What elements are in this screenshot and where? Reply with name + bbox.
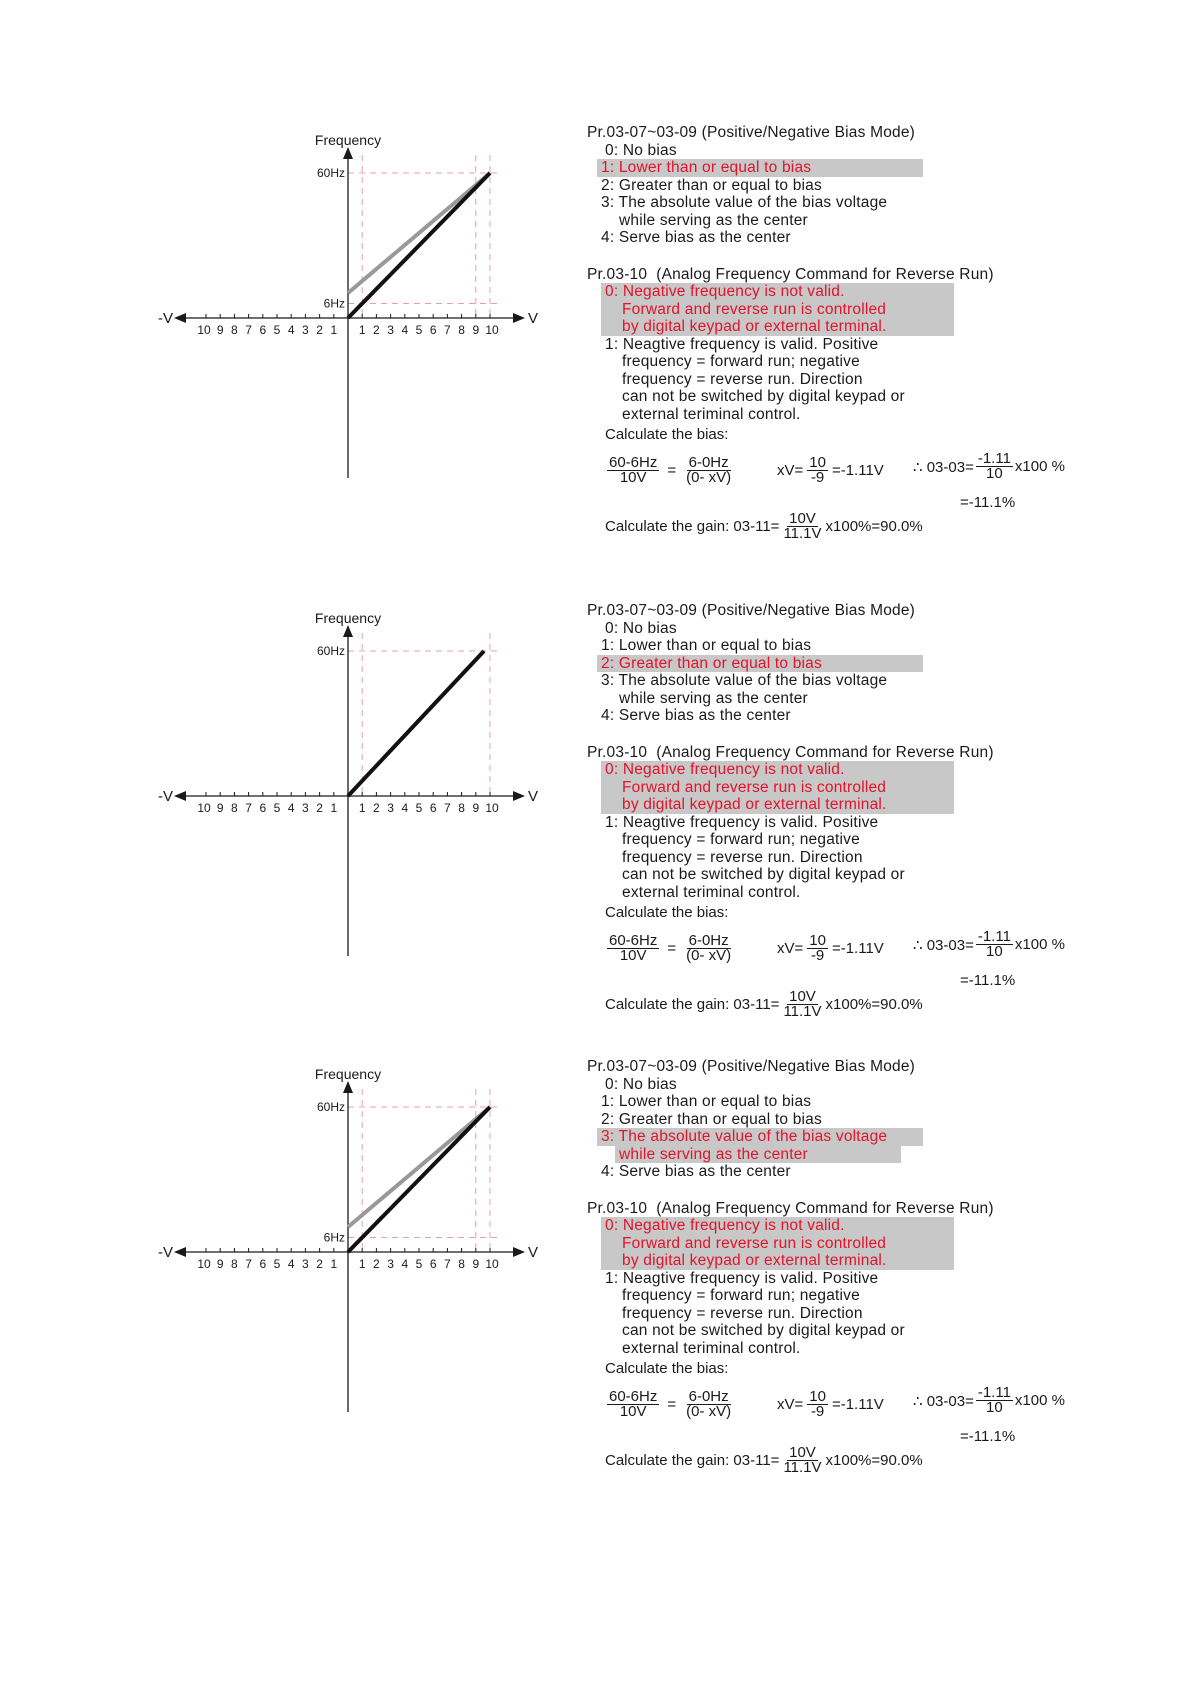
bias-mode-option — [587, 620, 1107, 638]
x-tick-label-neg: 5 — [273, 801, 281, 815]
bias-mode-option — [587, 212, 1107, 230]
bias-mode-option — [587, 655, 1107, 673]
bias-fraction-denominator: 10 — [986, 943, 1003, 960]
neg-axis-label: -V — [158, 788, 173, 805]
bias-mode-title-text: Pr.03-07~03-09 (Positive/Negative Bias Mode) — [587, 124, 916, 141]
reverse-option-0 — [587, 301, 1107, 319]
bias-result-text: =-11.1% — [960, 494, 1016, 511]
bias-param-equation — [913, 1386, 1065, 1415]
eq-right-fraction-numerator: 6-0Hz — [688, 454, 729, 471]
reverse-option-1-text: 1: Neagtive frequency is valid. Positive — [605, 813, 879, 831]
bias-mode-title — [587, 124, 1107, 142]
eq-left-fraction — [607, 934, 659, 963]
bias-equation — [607, 456, 733, 485]
x-tick-label-neg: 7 — [245, 801, 252, 815]
bias-fraction-denominator: 10 — [986, 1399, 1003, 1416]
x-arrow-right-icon — [513, 791, 525, 801]
reverse-option-0 — [587, 796, 1107, 814]
x-tick-label-pos: 1 — [358, 1257, 366, 1271]
x-tick-label-pos: 10 — [485, 1257, 499, 1271]
y-arrow-icon — [343, 1081, 353, 1093]
reverse-option-1 — [587, 1287, 1107, 1305]
xv-fraction-denominator: -9 — [810, 1403, 825, 1420]
reverse-option-0-text: 0: Negative frequency is not valid. — [601, 761, 954, 779]
reverse-option-1 — [587, 336, 1107, 354]
x-tick-label-pos: 8 — [458, 323, 465, 337]
reverse-option-0 — [587, 1252, 1107, 1270]
calc-bias-label — [605, 904, 728, 921]
bias-mode-option-text: 1: Lower than or equal to bias — [601, 637, 812, 654]
eq-right-fraction-denominator: (0- xV) — [686, 469, 732, 486]
x-tick-label-pos: 1 — [358, 323, 366, 337]
bias-mode-option-text: 4: Serve bias as the center — [601, 229, 791, 246]
equals-sign: = — [667, 940, 677, 957]
x-tick-label-neg: 3 — [302, 801, 309, 815]
x-tick-label-pos: 9 — [472, 801, 480, 815]
x-tick-label-neg: 4 — [287, 1257, 295, 1271]
x-tick-label-pos: 5 — [415, 323, 423, 337]
x-tick-label-neg: 8 — [231, 801, 238, 815]
reverse-option-1 — [587, 1340, 1107, 1358]
bias-suffix: x100 % — [1014, 936, 1065, 953]
y-tick-60hz: 60Hz — [316, 166, 345, 180]
bias-calculation — [605, 1360, 1125, 1480]
bias-mode-option — [587, 1163, 1107, 1181]
reverse-option-1-text: 1: Neagtive frequency is valid. Positive — [605, 335, 879, 353]
x-tick-label-neg: 1 — [330, 1257, 338, 1271]
reverse-option-1-text: frequency = forward run; negative — [622, 831, 860, 848]
gain-fraction-denominator: 11.1V — [783, 1459, 822, 1476]
x-tick-label-pos: 7 — [444, 801, 451, 815]
gain-curve-dark — [348, 1107, 490, 1252]
xv-equation — [777, 934, 884, 963]
gain-label: Calculate the gain: 03-11= — [605, 996, 780, 1013]
bias-suffix: x100 % — [1014, 458, 1065, 475]
xv-fraction — [807, 456, 828, 485]
x-arrow-right-icon — [513, 313, 525, 323]
xv-prefix: xV= — [777, 1396, 804, 1413]
reverse-option-1 — [587, 1305, 1107, 1323]
x-tick-label-neg: 9 — [216, 1257, 224, 1271]
reverse-option-1-text: frequency = reverse run. Direction — [622, 1304, 863, 1322]
x-tick-label-pos: 5 — [415, 1257, 423, 1271]
calc-bias-label — [605, 1360, 728, 1377]
reverse-option-1-text: external teriminal control. — [622, 883, 801, 901]
reverse-option-1-text: frequency = forward run; negative — [622, 1287, 860, 1304]
x-tick-label-neg: 3 — [302, 1257, 309, 1271]
xv-prefix: xV= — [777, 462, 804, 479]
bias-calculation — [605, 904, 1125, 1024]
bias-mode-option — [587, 229, 1107, 247]
xv-fraction-numerator: 10 — [809, 1388, 826, 1405]
gain-fraction-denominator: 11.1V — [783, 525, 822, 542]
bias-mode-option-text: while serving as the center — [615, 1146, 901, 1164]
xv-equation — [777, 456, 884, 485]
reverse-option-1 — [587, 866, 1107, 884]
eq-right-fraction — [684, 456, 733, 485]
reverse-run-title — [587, 1200, 1107, 1218]
x-tick-label-neg: 2 — [316, 801, 323, 815]
reverse-option-0-text: 0: Negative frequency is not valid. — [601, 1217, 954, 1235]
x-tick-label-neg: 7 — [245, 323, 252, 337]
bias-mode-title-text: Pr.03-07~03-09 (Positive/Negative Bias Mode) — [587, 1058, 916, 1075]
bias-mode-option-text: 0: No bias — [605, 619, 677, 637]
gain-fraction — [781, 512, 823, 541]
x-tick-label-neg: 6 — [259, 1257, 267, 1271]
bias-fraction-numerator: -1.11 — [977, 928, 1011, 945]
x-tick-label-neg: 8 — [231, 323, 238, 337]
bias-mode-option — [587, 1076, 1107, 1094]
eq-left-fraction — [607, 1390, 659, 1419]
y-tick-60hz: 60Hz — [316, 1100, 345, 1114]
calc-bias-label-text: Calculate the bias: — [605, 904, 729, 921]
eq-left-fraction-numerator: 60-6Hz — [609, 1388, 658, 1405]
y-axis-label: Frequency — [314, 132, 382, 148]
y-tick-6hz: 6Hz — [323, 296, 345, 311]
bias-mode-option-text: 3: The absolute value of the bias voltage — [597, 1128, 923, 1146]
reverse-option-1-text: frequency = forward run; negative — [622, 353, 860, 370]
parameter-description — [587, 124, 1107, 423]
bias-mode-option-text: while serving as the center — [619, 689, 808, 707]
xv-fraction — [807, 1390, 828, 1419]
bias-mode-option — [587, 690, 1107, 708]
bias-mode-option — [587, 177, 1107, 195]
reverse-option-1 — [587, 831, 1107, 849]
calc-bias-label-text: Calculate the bias: — [605, 1360, 729, 1377]
x-tick-label-pos: 2 — [373, 801, 380, 815]
y-tick-60hz: 60Hz — [316, 644, 345, 658]
eq-right-fraction-numerator: 6-0Hz — [688, 932, 729, 949]
x-tick-label-pos: 3 — [387, 1257, 394, 1271]
gain-curve-dark — [348, 173, 490, 318]
xv-result: =-1.11V — [831, 940, 884, 957]
eq-right-fraction-denominator: (0- xV) — [686, 947, 732, 964]
reverse-option-1-text: 1: Neagtive frequency is valid. Positive — [605, 1269, 879, 1287]
xv-fraction-denominator: -9 — [810, 947, 825, 964]
reverse-run-title — [587, 266, 1107, 284]
x-tick-label-neg: 10 — [197, 323, 211, 337]
reverse-option-0-text: Forward and reverse run is controlled — [601, 1235, 954, 1253]
x-tick-label-pos: 7 — [444, 323, 451, 337]
y-axis-label: Frequency — [314, 610, 382, 626]
bias-mode-option — [587, 1111, 1107, 1129]
x-tick-label-neg: 10 — [197, 801, 211, 815]
x-arrow-right-icon — [513, 1247, 525, 1257]
bias-calculation — [605, 426, 1125, 546]
bias-result — [960, 1428, 1015, 1445]
x-axis-label: V — [528, 1244, 539, 1261]
reverse-option-1 — [587, 849, 1107, 867]
reverse-option-1 — [587, 1270, 1107, 1288]
x-tick-label-pos: 8 — [458, 1257, 465, 1271]
bias-fraction-numerator: -1.11 — [977, 450, 1011, 467]
reverse-option-0 — [587, 318, 1107, 336]
reverse-option-0-text: Forward and reverse run is controlled — [601, 301, 954, 319]
x-tick-label-pos: 4 — [401, 323, 409, 337]
x-tick-label-pos: 3 — [387, 801, 394, 815]
reverse-option-1 — [587, 353, 1107, 371]
x-tick-label-neg: 6 — [259, 801, 267, 815]
x-arrow-left-icon — [174, 313, 186, 323]
gain-fraction — [781, 1446, 823, 1475]
bias-mode-option-text: 3: The absolute value of the bias voltage — [601, 194, 888, 211]
gain-label: Calculate the gain: 03-11= — [605, 1452, 780, 1469]
reverse-option-1 — [587, 884, 1107, 902]
bias-fraction — [976, 1386, 1013, 1415]
x-tick-label-neg: 1 — [330, 801, 338, 815]
reverse-option-1-text: frequency = reverse run. Direction — [622, 370, 863, 388]
x-arrow-left-icon — [174, 791, 186, 801]
bias-mode-option-text: 2: Greater than or equal to bias — [601, 1110, 822, 1128]
reverse-option-0 — [587, 779, 1107, 797]
x-axis-label: V — [528, 310, 539, 327]
x-tick-label-neg: 6 — [259, 323, 267, 337]
bias-result — [960, 972, 1015, 989]
bias-mode-option — [587, 1128, 1107, 1146]
x-tick-label-pos: 3 — [387, 323, 394, 337]
bias-mode-option — [587, 707, 1107, 725]
bias-mode-option-text: 4: Serve bias as the center — [601, 707, 791, 724]
gain-label: Calculate the gain: 03-11= — [605, 518, 780, 535]
x-tick-label-neg: 2 — [316, 323, 323, 337]
reverse-option-1-text: can not be switched by digital keypad or — [622, 388, 905, 405]
bias-prefix: ∴ 03-03= — [913, 1392, 974, 1410]
spacer — [587, 725, 1107, 744]
x-tick-label-pos: 5 — [415, 801, 423, 815]
gain-equation — [605, 1446, 923, 1475]
xv-fraction — [807, 934, 828, 963]
reverse-option-1-text: external teriminal control. — [622, 1339, 801, 1357]
bias-fraction-denominator: 10 — [986, 465, 1003, 482]
y-tick-6hz: 6Hz — [323, 1230, 345, 1245]
bias-curve-gray — [348, 173, 490, 293]
bias-prefix: ∴ 03-03= — [913, 936, 974, 954]
x-tick-label-neg: 10 — [197, 1257, 211, 1271]
parameter-description — [587, 1058, 1107, 1357]
bias-prefix: ∴ 03-03= — [913, 458, 974, 476]
reverse-option-0-text: by digital keypad or external terminal. — [601, 318, 954, 336]
bias-mode-title — [587, 602, 1107, 620]
x-tick-label-pos: 9 — [472, 323, 480, 337]
reverse-option-1 — [587, 388, 1107, 406]
gain-fraction-numerator: 10V — [789, 1444, 816, 1461]
x-tick-label-neg: 9 — [216, 323, 224, 337]
bias-equation — [607, 1390, 733, 1419]
xv-fraction-denominator: -9 — [810, 469, 825, 486]
reverse-option-0 — [587, 283, 1107, 301]
gain-equation — [605, 512, 923, 541]
reverse-option-1-text: external teriminal control. — [622, 405, 801, 423]
reverse-option-1 — [587, 406, 1107, 424]
xv-fraction-numerator: 10 — [809, 454, 826, 471]
frequency-voltage-chart — [158, 596, 560, 1016]
eq-left-fraction — [607, 456, 659, 485]
bias-suffix: x100 % — [1014, 1392, 1065, 1409]
neg-axis-label: -V — [158, 1244, 173, 1261]
xv-fraction-numerator: 10 — [809, 932, 826, 949]
bias-mode-option-text: 1: Lower than or equal to bias — [597, 159, 923, 177]
reverse-option-1 — [587, 1322, 1107, 1340]
x-tick-label-pos: 6 — [429, 323, 437, 337]
bias-mode-option — [587, 142, 1107, 160]
reverse-option-0-text: 0: Negative frequency is not valid. — [601, 283, 954, 301]
bias-mode-title-text: Pr.03-07~03-09 (Positive/Negative Bias Mode) — [587, 602, 916, 619]
equals-sign: = — [667, 1396, 677, 1413]
reverse-option-1-text: can not be switched by digital keypad or — [622, 866, 905, 883]
x-tick-label-neg: 9 — [216, 801, 224, 815]
bias-mode-option-text: 4: Serve bias as the center — [601, 1163, 791, 1180]
x-tick-label-neg: 1 — [330, 323, 338, 337]
x-arrow-left-icon — [174, 1247, 186, 1257]
x-tick-label-pos: 8 — [458, 801, 465, 815]
x-tick-label-neg: 7 — [245, 1257, 252, 1271]
frequency-voltage-chart — [158, 118, 560, 538]
frequency-voltage-chart — [158, 1052, 560, 1472]
bias-mode-option-text: 0: No bias — [605, 1075, 677, 1093]
x-tick-label-pos: 2 — [373, 1257, 380, 1271]
bias-fraction — [976, 930, 1013, 959]
gain-suffix: x100%=90.0% — [825, 996, 923, 1013]
x-tick-label-neg: 8 — [231, 1257, 238, 1271]
bias-param-equation — [913, 452, 1065, 481]
calc-bias-label — [605, 426, 728, 443]
y-arrow-icon — [343, 147, 353, 159]
eq-left-fraction-denominator: 10V — [619, 947, 647, 964]
bias-mode-option — [587, 194, 1107, 212]
x-tick-label-pos: 10 — [485, 323, 499, 337]
bias-mode-option-text: 2: Greater than or equal to bias — [597, 655, 923, 673]
bias-param-equation — [913, 930, 1065, 959]
reverse-option-1 — [587, 814, 1107, 832]
reverse-run-title-text: Pr.03-10 (Analog Frequency Command for Reverse Run) — [587, 1199, 994, 1217]
bias-fraction — [976, 452, 1013, 481]
xv-result: =-1.11V — [831, 1396, 884, 1413]
reverse-run-title-text: Pr.03-10 (Analog Frequency Command for Reverse Run) — [587, 743, 994, 761]
eq-right-fraction-numerator: 6-0Hz — [688, 1388, 729, 1405]
bias-mode-option — [587, 672, 1107, 690]
xv-equation — [777, 1390, 884, 1419]
reverse-run-title-text: Pr.03-10 (Analog Frequency Command for Reverse Run) — [587, 265, 994, 283]
bias-mode-option-text: 3: The absolute value of the bias voltage — [601, 672, 888, 689]
gain-suffix: x100%=90.0% — [825, 1452, 923, 1469]
reverse-option-0-text: Forward and reverse run is controlled — [601, 779, 954, 797]
bias-mode-title — [587, 1058, 1107, 1076]
x-tick-label-pos: 6 — [429, 1257, 437, 1271]
bias-result-text: =-11.1% — [960, 1428, 1016, 1445]
eq-right-fraction-denominator: (0- xV) — [686, 1403, 732, 1420]
x-axis-label: V — [528, 788, 539, 805]
y-arrow-icon — [343, 625, 353, 637]
x-tick-label-neg: 5 — [273, 1257, 281, 1271]
x-tick-label-neg: 4 — [287, 323, 295, 337]
parameter-description — [587, 602, 1107, 901]
bias-mode-option-text: 0: No bias — [605, 141, 677, 159]
eq-left-fraction-numerator: 60-6Hz — [609, 454, 658, 471]
bias-mode-option — [587, 159, 1107, 177]
reverse-option-1-text: can not be switched by digital keypad or — [622, 1322, 905, 1339]
spacer — [587, 247, 1107, 266]
x-tick-label-pos: 2 — [373, 323, 380, 337]
reverse-option-0-text: by digital keypad or external terminal. — [601, 1252, 954, 1270]
bias-mode-option — [587, 1146, 1107, 1164]
bias-mode-option-text: while serving as the center — [619, 211, 808, 229]
bias-result-text: =-11.1% — [960, 972, 1016, 989]
bias-mode-option — [587, 637, 1107, 655]
x-tick-label-neg: 2 — [316, 1257, 323, 1271]
gain-suffix: x100%=90.0% — [825, 518, 923, 535]
spacer — [587, 1181, 1107, 1200]
reverse-option-0 — [587, 1217, 1107, 1235]
eq-left-fraction-denominator: 10V — [619, 469, 647, 486]
x-tick-label-neg: 3 — [302, 323, 309, 337]
x-tick-label-neg: 4 — [287, 801, 295, 815]
x-tick-label-pos: 7 — [444, 1257, 451, 1271]
equals-sign: = — [667, 462, 677, 479]
reverse-option-1-text: frequency = reverse run. Direction — [622, 848, 863, 866]
calc-bias-label-text: Calculate the bias: — [605, 426, 729, 443]
bias-result — [960, 494, 1015, 511]
reverse-option-0-text: by digital keypad or external terminal. — [601, 796, 954, 814]
eq-right-fraction — [684, 1390, 733, 1419]
eq-left-fraction-numerator: 60-6Hz — [609, 932, 658, 949]
x-tick-label-pos: 10 — [485, 801, 499, 815]
reverse-run-title — [587, 744, 1107, 762]
reverse-option-0 — [587, 1235, 1107, 1253]
bias-mode-option-text: 1: Lower than or equal to bias — [601, 1093, 812, 1110]
gain-fraction-numerator: 10V — [789, 988, 816, 1005]
bias-curve-gray — [348, 1107, 490, 1227]
x-tick-label-neg: 5 — [273, 323, 281, 337]
bias-equation — [607, 934, 733, 963]
x-tick-label-pos: 1 — [358, 801, 366, 815]
gain-fraction-numerator: 10V — [789, 510, 816, 527]
bias-mode-option-text: 2: Greater than or equal to bias — [601, 176, 822, 194]
x-tick-label-pos: 4 — [401, 801, 409, 815]
eq-left-fraction-denominator: 10V — [619, 1403, 647, 1420]
x-tick-label-pos: 9 — [472, 1257, 480, 1271]
reverse-option-0 — [587, 761, 1107, 779]
gain-fraction — [781, 990, 823, 1019]
reverse-option-1 — [587, 371, 1107, 389]
y-axis-label: Frequency — [314, 1066, 382, 1082]
gain-fraction-denominator: 11.1V — [783, 1003, 822, 1020]
bias-fraction-numerator: -1.11 — [977, 1384, 1011, 1401]
neg-axis-label: -V — [158, 310, 173, 327]
x-tick-label-pos: 6 — [429, 801, 437, 815]
gain-curve-dark — [348, 651, 484, 796]
xv-result: =-1.11V — [831, 462, 884, 479]
x-tick-label-pos: 4 — [401, 1257, 409, 1271]
xv-prefix: xV= — [777, 940, 804, 957]
gain-equation — [605, 990, 923, 1019]
bias-mode-option — [587, 1093, 1107, 1111]
axes — [182, 629, 515, 956]
eq-right-fraction — [684, 934, 733, 963]
